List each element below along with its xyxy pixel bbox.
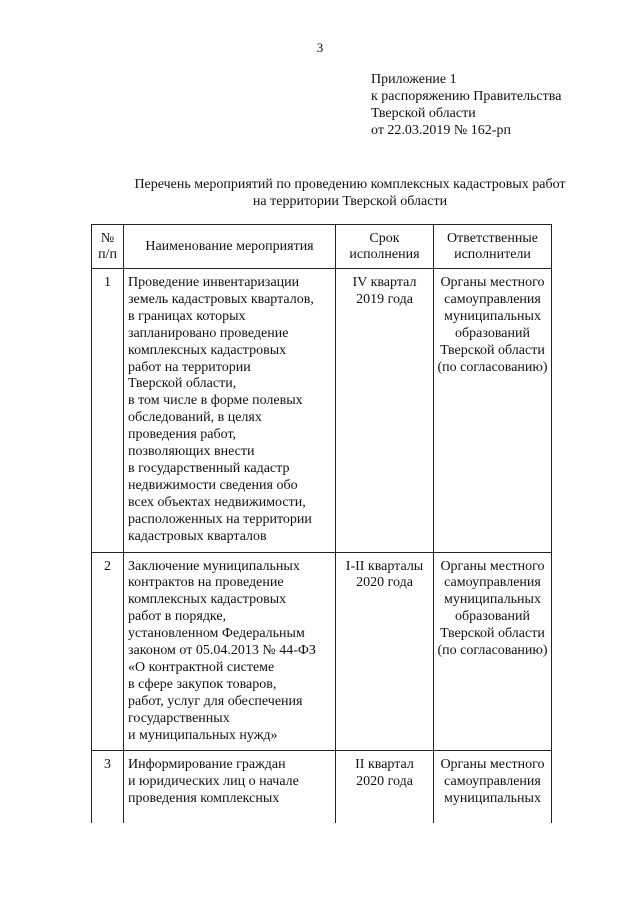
cell-number: 3 (92, 751, 124, 824)
cell-responsible (434, 269, 552, 553)
cell-responsible (434, 552, 552, 751)
cell-line: Заключение муниципальных (128, 558, 300, 574)
cell-line: работ, услуг для обеспечения (128, 693, 303, 709)
header-text: Ответственные (447, 230, 538, 246)
cell-line: установленном Федеральным (128, 626, 305, 642)
cell-line: законом от 05.04.2013 № 44-ФЗ (128, 643, 316, 659)
cell-line: Органы местного (440, 275, 545, 290)
cell-line: обследований, в целях (128, 410, 262, 426)
cell-line: 2020 года (356, 575, 413, 591)
cell-line: Информирование граждан (128, 757, 286, 773)
cell-line: в том числе в форме полевых (128, 393, 303, 409)
header-text: № (100, 230, 115, 246)
table-row (92, 269, 552, 553)
cell-line: муниципальных (444, 791, 541, 807)
cell-line: позволяющих внести (128, 444, 255, 460)
cell-line: комплексных кадастровых (128, 342, 287, 358)
cell-line: земель кадастровых кварталов, (128, 291, 314, 307)
cell-line: 2019 года (356, 291, 413, 307)
cell-line: «О контрактной системе (128, 659, 275, 675)
cell-line: запланировано проведение (128, 325, 289, 341)
header-text: Наименование мероприятия (145, 238, 314, 254)
header-responsible (434, 225, 552, 269)
cell-line: комплексных кадастровых (128, 592, 287, 608)
cell-line: проведения комплексных (128, 791, 280, 807)
measures-table (91, 224, 552, 823)
document-title (60, 176, 640, 210)
cell-line: контрактов на проведение (128, 575, 284, 591)
table-row (92, 751, 552, 824)
cell-line: Тверской области (440, 342, 545, 358)
cell-number: 1 (92, 269, 124, 553)
cell-line: проведения работ, (128, 427, 237, 443)
cell-line: самоуправления (444, 575, 541, 591)
cell-line: IV квартал (352, 275, 417, 290)
header-text: Срок (369, 230, 400, 246)
cell-line: I-II кварталы (345, 558, 424, 574)
cell-line: работ в порядке, (128, 609, 227, 625)
cell-measure-name (124, 751, 336, 824)
cell-line: образований (455, 609, 530, 625)
cell-responsible (434, 751, 552, 824)
cell-line: всех объектах недвижимости, (128, 494, 306, 510)
cell-line: в государственный кадастр (128, 460, 290, 476)
cell-line: II квартал (355, 757, 414, 773)
page-number: 3 (316, 40, 324, 55)
header-term (336, 225, 434, 269)
cell-line: муниципальных (444, 592, 541, 608)
cell-line: Тверской области (440, 626, 545, 642)
cell-line: Проведение инвентаризации (128, 275, 300, 290)
cell-line: Органы местного (440, 558, 545, 574)
cell-term (336, 269, 434, 553)
appendix-line: от 22.03.2019 № 162-рп (371, 123, 511, 138)
cell-line: самоуправления (444, 291, 541, 307)
cell-number: 2 (92, 552, 124, 751)
cell-line: в границах которых (128, 308, 246, 324)
appendix-line: к распоряжению Правительства (371, 89, 562, 104)
appendix-block (371, 71, 561, 139)
header-name (124, 225, 336, 269)
cell-line: Тверской области, (128, 376, 237, 392)
title-line: на территории Тверской области (252, 194, 448, 209)
table-header-row (92, 225, 552, 269)
header-text: исполнители (454, 246, 531, 262)
appendix-line: Приложение 1 (371, 72, 457, 87)
cell-line: (по согласованию) (437, 643, 548, 659)
cell-term (336, 751, 434, 824)
cell-line: государственных (128, 710, 230, 726)
cell-term (336, 552, 434, 751)
header-text: исполнения (349, 246, 420, 262)
header-num (92, 225, 124, 269)
cell-line: и юридических лиц о начале (128, 774, 299, 790)
cell-line: образований (455, 325, 530, 341)
cell-line: Органы местного (440, 757, 545, 773)
cell-line: недвижимости сведения обо (128, 477, 298, 493)
header-text: п/п (98, 246, 117, 262)
cell-line: самоуправления (444, 774, 541, 790)
cell-line: работ на территории (128, 359, 251, 375)
cell-line: в сфере закупок товаров, (128, 676, 277, 692)
cell-line: кадастровых кварталов (128, 528, 267, 544)
cell-line: расположенных на территории (128, 511, 312, 527)
cell-line: (по согласованию) (437, 359, 548, 375)
cell-line: 2020 года (356, 774, 413, 790)
title-line: Перечень мероприятий по проведению комплексных кадастровых работ (134, 177, 566, 192)
cell-measure-name (124, 269, 336, 553)
table-row (92, 552, 552, 751)
cell-line: муниципальных (444, 308, 541, 324)
cell-measure-name (124, 552, 336, 751)
cell-line: и муниципальных нужд» (128, 727, 278, 743)
appendix-line: Тверской области (371, 106, 476, 121)
